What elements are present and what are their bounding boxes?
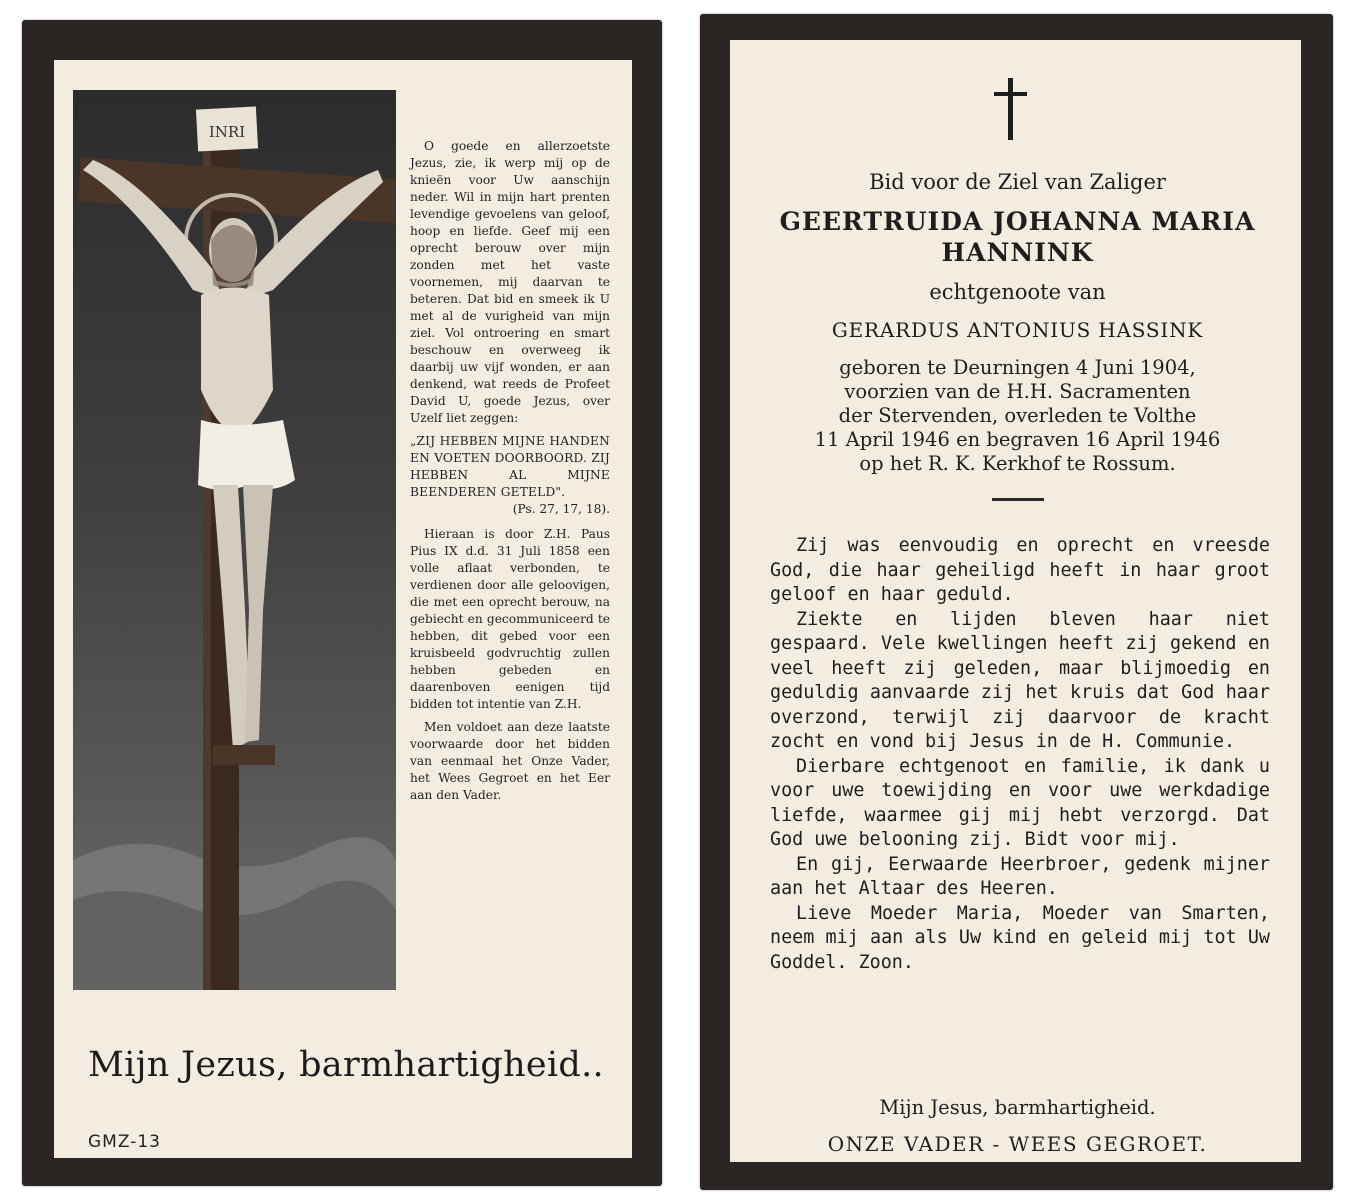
prayer-text [410,138,610,810]
left-caption: Mijn Jezus, barmhartigheid.. [88,1045,604,1085]
prayer-quote: „ZIJ HEBBEN MIJNE HANDEN EN VOETEN DOORBOORD. ZIJ HEBBEN AL MIJNE BEENDEREN GETELD". [410,434,610,499]
dates-line: voorzien van de H.H. Sacramenten [844,380,1191,403]
right-card [700,14,1333,1190]
indulgence-paragraph: Hieraan is door Z.H. Paus Pius IX d.d. 31 Juli 1858 een volle aflaat verbonden, te verdienen door alle geloovigen, die met een oprecht berouw, na gebiecht en gecommuniceerd te hebben, dit gebed voor een kruisbeeld godvruchtig zullen hebben gebeden en daarenboven eenigen tijd bidden tot intentie van Z.H. [410,527,610,711]
divider [992,498,1044,501]
deceased-name [760,206,1275,268]
deceased-name-line1: GEERTRUIDA JOHANNA MARIA [779,207,1256,236]
deceased-name-line2: HANNINK [941,238,1094,267]
intro-line: Bid voor de Ziel van Zaliger [869,170,1166,194]
memorial-paragraph: En gij, Eerwaarde Heerbroer, gedenk mijner aan het Altaar des Heeren. [770,853,1270,899]
inri-label: INRI [208,123,246,141]
dates-line: op het R. K. Kerkhof te Rossum. [859,452,1176,475]
crucifix-image [73,90,396,990]
closing-prayer: Mijn Jesus, barmhartigheid. [879,1096,1156,1119]
dates-line: 11 April 1946 en begraven 16 April 1946 [814,428,1221,451]
card-code: GMZ-13 [88,1132,161,1152]
cross-icon [992,78,1030,140]
closing-invocation: ONZE VADER - WEES GEGROET. [827,1132,1208,1156]
memorial-paragraph: Zij was eenvoudig en oprecht en vreesde God, die haar geheiligd heeft in haar groot geloof en haar geduld. [770,535,1270,605]
left-card [22,20,662,1186]
condition-paragraph: Men voldoet aan deze laatste voorwaarde door het bidden van eenmaal het Onze Vader, het Wees Gegroet en het Eer aan den Vader. [410,720,610,802]
memorial-text [770,534,1270,975]
spouse-of-label: echtgenoote van [929,280,1106,304]
memorial-paragraph: Dierbare echtgenoot en familie, ik dank u voor uwe toewijding en voor uwe werkdadige liefde, waarmee gij mij hebt verzorgd. Dat God uwe belooning zij. Bidt voor mij. [770,755,1270,850]
spouse-name: GERARDUS ANTONIUS HASSINK [831,318,1204,342]
prayer-paragraph: O goede en allerzoetste Jezus, zie, ik werp mij op de knieën voor Uw aanschijn neder. Wil in mijn hart prenten levendige gevoelens van geloof, hoop en liefde. Geef mij een oprecht berouw over mijn zonden met het vaste voornemen, mij daarvan te beteren. Dat bid en smeek ik U met al de vurigheid van mijn ziel. Vol ontroering en smart beschouw en overweeg ik daarbij uw vijf wonden, er aan denkend, wat reeds de Profeet David U, goede Jezus, over Uzelf liet zeggen: [410,139,610,425]
crucifix-illustration [73,90,396,990]
memorial-paragraph: Lieve Moeder Maria, Moeder van Smarten, neem mij aan als Uw kind en geleid mij tot Uw Goddel. Zoon. [770,902,1270,973]
dates-line: der Stervenden, overleden te Volthe [838,404,1197,427]
prayer-reference: (Ps. 27, 17, 18). [512,502,610,516]
life-dates [760,356,1275,476]
dates-line: geboren te Deurningen 4 Juni 1904, [839,356,1196,379]
right-card-paper [730,40,1301,1162]
memorial-paragraph: Ziekte en lijden bleven haar niet gespaard. Vele kwellingen heeft zij gekend en veel heeft zij geleden, maar blijmoedig en geduldig aanvaarde zij het kruis dat God haar overzond, terwijl zij daarvoor de kracht zocht en vond bij Jesus in de H. Communie. [770,608,1270,752]
left-card-paper [54,60,632,1158]
